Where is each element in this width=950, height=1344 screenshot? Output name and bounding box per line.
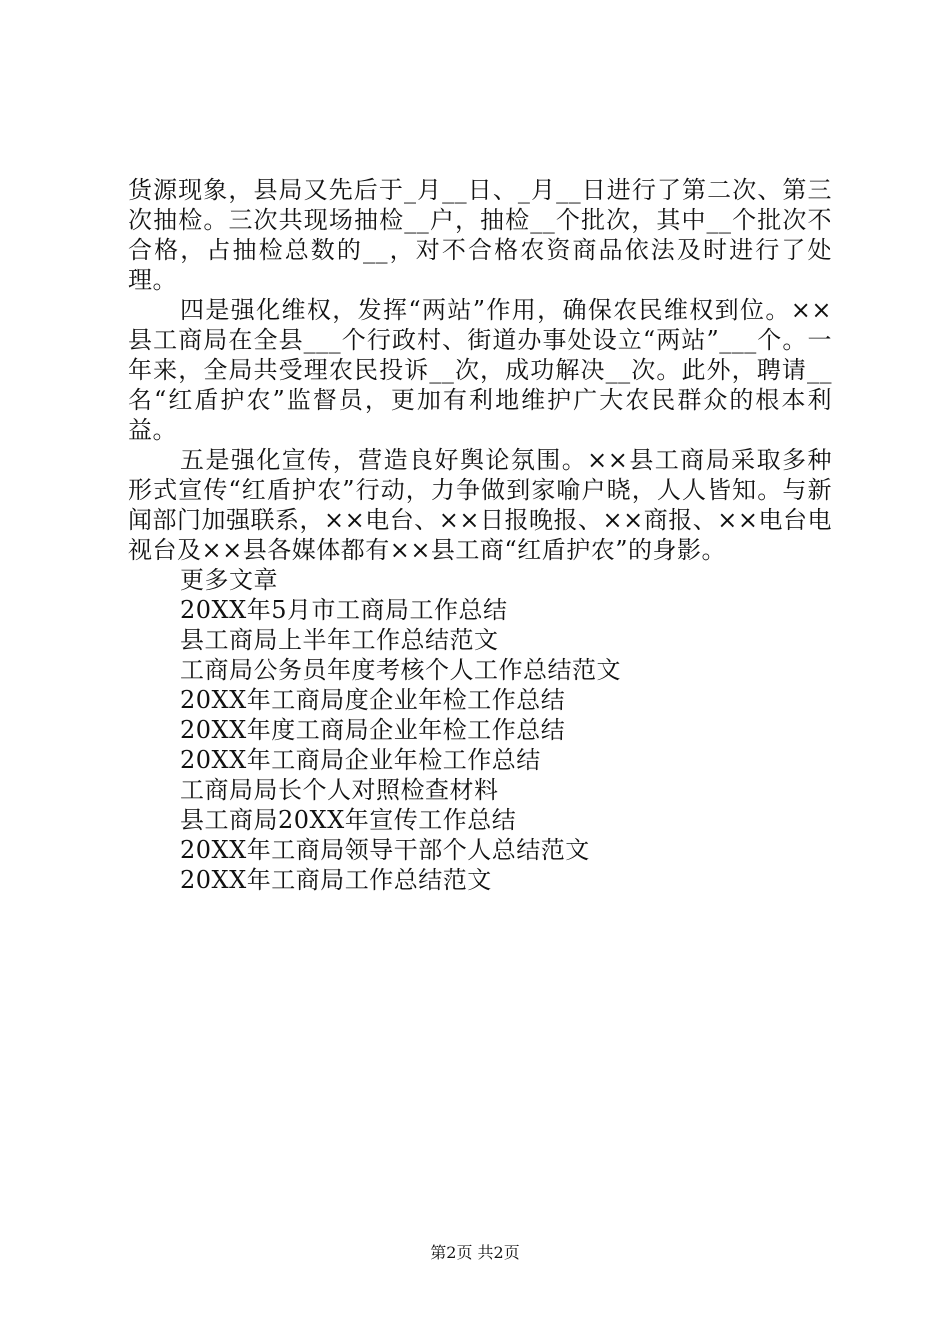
article-link[interactable]: 20XX年5月市工商局工作总结	[180, 596, 508, 624]
paragraph-publicity: 五是强化宣传，营造良好舆论氛围。××县工商局采取多种形式宣传“红盾护农”行动，力争做到家喻户晓，人人皆知。与新闻部门加强联系，××电台、××日报晚报、××商报、××电台电视台及××县各媒体都有××县工商“红盾护农”的身影。	[128, 446, 832, 564]
list-item	[180, 625, 832, 655]
more-articles-list	[180, 595, 832, 895]
paragraph-inspection: 货源现象，县局又先后于_月__日、_月__日进行了第二次、第三次抽检。三次共现场抽检__户，抽检__个批次，其中__个批次不合格，占抽检总数的__，对不合格农资商品依法及时进行了处理。	[128, 176, 832, 294]
article-link[interactable]: 20XX年工商局领导干部个人总结范文	[180, 836, 590, 864]
article-link[interactable]: 县工商局20XX年宣传工作总结	[180, 806, 517, 834]
more-articles-section	[128, 565, 832, 895]
page-number-footer: 第2页 共2页	[430, 1243, 520, 1262]
list-item	[180, 865, 832, 895]
list-item	[180, 835, 832, 865]
list-item	[180, 745, 832, 775]
paragraph-rights-protection: 四是强化维权，发挥“两站”作用，确保农民维权到位。××县工商局在全县___个行政村、街道办事处设立“两站”___个。一年来，全局共受理农民投诉__次，成功解决__次。此外，聘请__名“红盾护农”监督员，更加有利地维护广大农民群众的根本利益。	[128, 296, 832, 444]
article-link[interactable]: 20XX年工商局工作总结范文	[180, 866, 492, 894]
list-item	[180, 655, 832, 685]
article-link[interactable]: 20XX年度工商局企业年检工作总结	[180, 716, 566, 744]
list-item	[180, 805, 832, 835]
list-item	[180, 595, 832, 625]
document-body	[128, 175, 832, 895]
article-link[interactable]: 工商局局长个人对照检查材料	[180, 776, 499, 804]
article-link[interactable]: 20XX年工商局度企业年检工作总结	[180, 686, 566, 714]
list-item	[180, 715, 832, 745]
article-link[interactable]: 工商局公务员年度考核个人工作总结范文	[180, 656, 621, 684]
article-link[interactable]: 县工商局上半年工作总结范文	[180, 626, 499, 654]
list-item	[180, 775, 832, 805]
more-articles-title: 更多文章	[180, 566, 278, 594]
article-link[interactable]: 20XX年工商局企业年检工作总结	[180, 746, 541, 774]
list-item	[180, 685, 832, 715]
